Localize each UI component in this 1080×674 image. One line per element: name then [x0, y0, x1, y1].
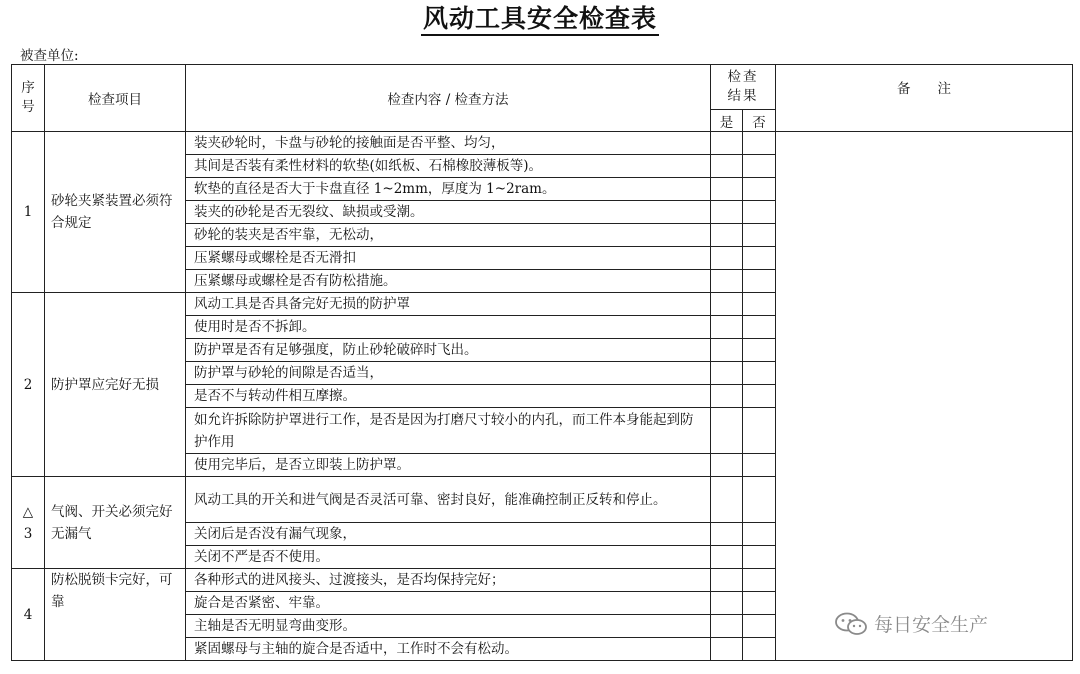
item-seq: 2 — [12, 293, 45, 477]
header-remark: 备 注 — [776, 65, 1073, 132]
result-no-cell[interactable] — [743, 477, 776, 523]
item-seq: 4 — [12, 569, 45, 661]
check-content: 主轴是否无明显弯曲变形。 — [186, 615, 711, 638]
check-item: 砂轮夹紧装置必须符合规定 — [45, 132, 186, 293]
result-no-cell[interactable] — [743, 293, 776, 316]
check-content: 使用完毕后，是否立即装上防护罩。 — [186, 454, 711, 477]
result-no-cell[interactable] — [743, 201, 776, 224]
result-yes-cell[interactable] — [711, 293, 743, 316]
check-content: 砂轮的装夹是否牢靠，无松动， — [186, 224, 711, 247]
inspection-table — [11, 64, 1073, 661]
result-yes-cell[interactable] — [711, 592, 743, 615]
result-no-cell[interactable] — [743, 362, 776, 385]
result-no-cell[interactable] — [743, 546, 776, 569]
check-content: 关闭后是否没有漏气现象， — [186, 523, 711, 546]
result-no-cell[interactable] — [743, 569, 776, 592]
check-content: 防护罩与砂轮的间隙是否适当， — [186, 362, 711, 385]
check-content: 装夹砂轮时，卡盘与砂轮的接触面是否平整、均匀， — [186, 132, 711, 155]
header-content: 检查内容 / 检查方法 — [186, 65, 711, 132]
result-yes-cell[interactable] — [711, 316, 743, 339]
result-no-cell[interactable] — [743, 132, 776, 155]
check-content: 是否不与转动件相互摩擦。 — [186, 385, 711, 408]
check-content: 风动工具是否具备完好无损的防护罩 — [186, 293, 711, 316]
result-no-cell[interactable] — [743, 224, 776, 247]
check-content: 压紧螺母或螺栓是否无滑扣 — [186, 247, 711, 270]
result-no-cell[interactable] — [743, 454, 776, 477]
check-content: 紧固螺母与主轴的旋合是否适中，工作时不会有松动。 — [186, 638, 711, 661]
check-content: 防护罩是否有足够强度，防止砂轮破碎时飞出。 — [186, 339, 711, 362]
result-no-cell[interactable] — [743, 247, 776, 270]
check-content: 使用时是否不拆卸。 — [186, 316, 711, 339]
result-no-cell[interactable] — [743, 408, 776, 454]
result-yes-cell[interactable] — [711, 569, 743, 592]
result-no-cell[interactable] — [743, 178, 776, 201]
watermark — [834, 610, 988, 637]
result-no-cell[interactable] — [743, 155, 776, 178]
title-text: 风动工具安全检查表 — [421, 4, 659, 36]
check-content: 其间是否装有柔性材料的软垫(如纸板、石棉橡胶薄板等)。 — [186, 155, 711, 178]
result-no-cell[interactable] — [743, 523, 776, 546]
result-yes-cell[interactable] — [711, 270, 743, 293]
result-yes-cell[interactable] — [711, 385, 743, 408]
watermark-text: 每日安全生产 — [874, 614, 989, 636]
result-yes-cell[interactable] — [711, 523, 743, 546]
result-yes-cell[interactable] — [711, 615, 743, 638]
document-title — [0, 4, 1080, 34]
result-yes-cell[interactable] — [711, 178, 743, 201]
header-item: 检查项目 — [45, 65, 186, 132]
item-seq: 1 — [12, 132, 45, 293]
remark-cell[interactable] — [776, 132, 1073, 661]
header-no: 否 — [743, 110, 776, 132]
header-yes: 是 — [711, 110, 743, 132]
table-row — [12, 132, 1073, 155]
result-yes-cell[interactable] — [711, 155, 743, 178]
result-yes-cell[interactable] — [711, 546, 743, 569]
result-yes-cell[interactable] — [711, 201, 743, 224]
check-content: 压紧螺母或螺栓是否有防松措施。 — [186, 270, 711, 293]
check-content: 各种形式的进风接头、过渡接头，是否均保持完好； — [186, 569, 711, 592]
header-seq: 序号 — [12, 65, 45, 132]
result-yes-cell[interactable] — [711, 638, 743, 661]
check-content: 风动工具的开关和进气阀是否灵活可靠、密封良好，能准确控制正反转和停止。 — [186, 477, 711, 523]
result-yes-cell[interactable] — [711, 454, 743, 477]
result-yes-cell[interactable] — [711, 132, 743, 155]
result-no-cell[interactable] — [743, 615, 776, 638]
result-yes-cell[interactable] — [711, 477, 743, 523]
result-no-cell[interactable] — [743, 339, 776, 362]
check-content: 关闭不严是否不使用。 — [186, 546, 711, 569]
check-content: 软垫的直径是否大于卡盘直径 1~2mm，厚度为 1~2ram。 — [186, 178, 711, 201]
check-content: 如允许拆除防护罩进行工作，是否是因为打磨尺寸较小的内孔，而工件本身能起到防护作用 — [186, 408, 711, 454]
result-yes-cell[interactable] — [711, 247, 743, 270]
inspected-unit-label: 被查单位: — [20, 48, 79, 64]
result-yes-cell[interactable] — [711, 362, 743, 385]
item-seq: △ 3 — [12, 477, 45, 569]
check-item: 气阀、开关必须完好无漏气 — [45, 477, 186, 569]
result-yes-cell[interactable] — [711, 408, 743, 454]
result-no-cell[interactable] — [743, 385, 776, 408]
check-content: 旋合是否紧密、牢靠。 — [186, 592, 711, 615]
result-no-cell[interactable] — [743, 316, 776, 339]
result-no-cell[interactable] — [743, 638, 776, 661]
result-no-cell[interactable] — [743, 270, 776, 293]
check-item: 防护罩应完好无损 — [45, 293, 186, 477]
check-content: 装夹的砂轮是否无裂纹、缺损或受潮。 — [186, 201, 711, 224]
result-yes-cell[interactable] — [711, 339, 743, 362]
result-yes-cell[interactable] — [711, 224, 743, 247]
wechat-icon — [834, 612, 868, 636]
result-no-cell[interactable] — [743, 592, 776, 615]
check-item: 防松脱锁卡完好，可靠 — [45, 569, 186, 661]
header-result: 检查结果 — [711, 65, 776, 110]
